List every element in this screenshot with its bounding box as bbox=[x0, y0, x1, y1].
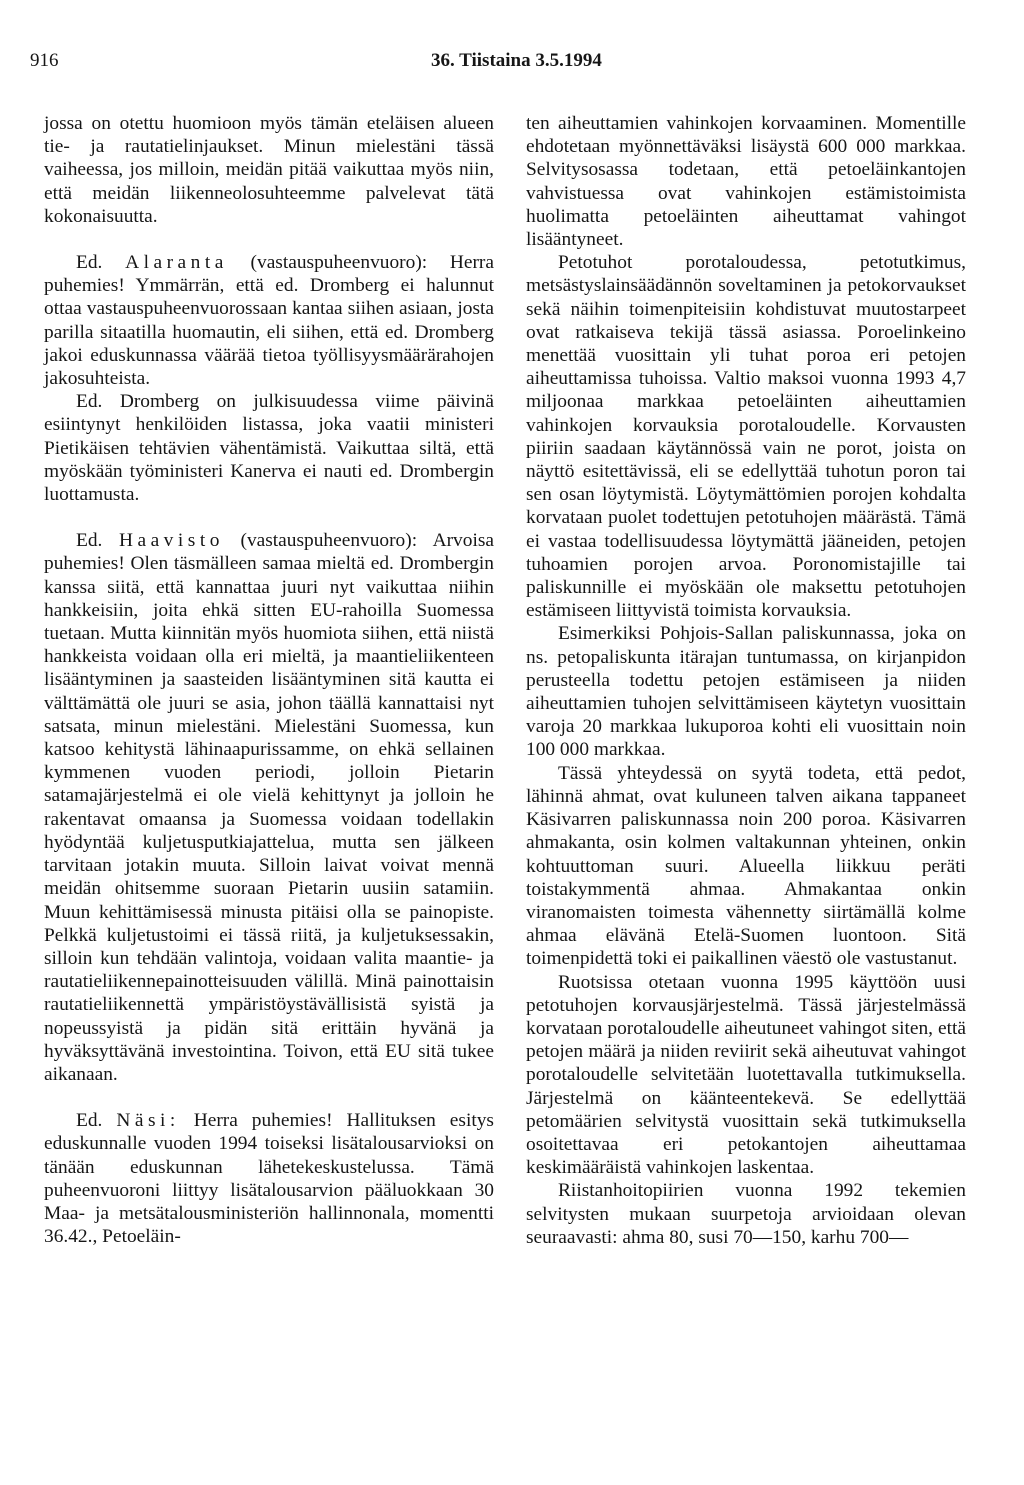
page-header bbox=[30, 50, 996, 80]
speaker-prefix: Ed. bbox=[76, 1110, 103, 1132]
speaker-name: Alaranta bbox=[125, 252, 228, 274]
paragraph: Ruotsissa otetaan vuonna 1995 käyttöön uusi petotuhojen korvausjärjestelmä. Tässä järjestelmässä korvataan porotaloudelle aiheutuneet vahingot siten, että petojen määrä ja niiden reviirit sekä aiheutuvat vahingot porotaloudelle selvitetään luotettavalla tutkimuksella. Järjestelmä on käänteentekevä. Se edellyttää petomäärien selvitystä vuosittain sekä tutkimuksella osoitettavaa eri petokantojen aiheuttamaa keskimääräistä vahinkojen laskentaa. bbox=[526, 971, 966, 1179]
paragraph: ten aiheuttamien vahinkojen korvaaminen. Momentille ehdotetaan myönnettäväksi lisäystä 600 000 markkaa. Selvitysosassa todetaan, että petoeläinkantojen vahvistuessa ovat vahinkojen estämistoimista huolimatta petoeläinten aiheuttamat vahingot lisääntyneet. bbox=[526, 113, 966, 251]
speech-text: Herra puhemies! Hallituksen esitys eduskunnalle vuoden 1994 toiseksi lisätalousarvioksi on tänään eduskunnan lähetekeskustelussa. Tämä puheenvuoroni liittyy lisätalousarvion pääluokkaan 30 Maa- ja metsätalousministeriön hallinnonala, momentti 36.42., Petoeläin- bbox=[44, 1110, 494, 1248]
paragraph: Esimerkiksi Pohjois-Sallan paliskunnassa, joka on ns. petopaliskunta itärajan tuntumassa, on kirjanpidon perusteella todettu petojen estämiseen ja niiden aiheuttamien tuhojen selvittämiseen käytetyn vuosittain varoja 20 markkaa lukuporoa kohti eli vuosittain noin 100 000 markkaa. bbox=[526, 623, 966, 761]
paragraph: Tässä yhteydessä on syytä todeta, että pedot, lähinnä ahmat, ovat kuluneen talven aikana tappaneet Käsivarren paliskunnassa noin 200 poroa. Käsivarren ahmakanta, osin kolmen valtakunnan yhteinen, onkin kohtuuttoman suuri. Alueella liikkuu peräti toistakymmentä ahmaa. Ahmakantaa onkin viranomaisten toimesta vähennetty siirtämällä kolme ahmaa elävänä Etelä-Suomen luontoon. Sitä toimenpidettä toki ei paikallinen väestö ole vastustanut. bbox=[526, 762, 966, 970]
speech-alaranta bbox=[44, 251, 494, 390]
paragraph: Ed. Dromberg on julkisuudessa viime päivinä esiintynyt henkilöiden listassa, joka vaatii ministeri Pietikäisen tehtävien vähentämistä. Vaikuttaa siltä, että myöskään työministeri Kanerva ei nauti ed. Drombergin luottamusta. bbox=[44, 391, 494, 506]
speech-text: (vastauspuheenvuoro): Arvoisa puhemies! Olen täsmälleen samaa mieltä ed. Drombergin kanssa siitä, että kannattaa juuri nyt vaikuttaa niihin hankkeisiin, joita ehkä sitten EU-rahoilla Suomessa tuetaan. Mutta kiinnitän myös huomiota siihen, että niistä hankkeista voidaan olla eri mieltä, ja maantieliikenteen lisääntyminen ja saasteiden lisääntyminen sitä kautta ei välttämättä ole juuri se asia, johon täällä kannattaisi nyt satsata, minun mielestäni. Mielestäni Suomessa, kun katsoo kehitystä lähinaapurissamme, on ehkä sellainen kymmenen vuoden periodi, jolloin Pietarin satamajärjestelmä ei ole vielä kehittynyt ja jolloin he rakentavat omaansa ja Suomessa voidaan todellakin hyödyntää kuljetusputkiajattelua, mutta sen jälkeen tarvitaan jotakin muuta. Silloin laivat voivat mennä meidän ohitsemme suoraan Pietarin uusiin satamiin. Muun kehittämisessä minusta pitäisi olla se painopiste. Pelkkä kuljetustoimi ei tässä riitä, ja kuljetuksessakin, silloin kun tehdään valintoja, voidaan valita maantie- ja rautatieliikennepainotteisuuden välillä. Minä painottaisin rautatieliikennettä ympäristöystävällisistä syistä ja nopeussyistä ja pidän sitä erittäin hyvänä ja hyväksyttävänä investointina. Toivon, että EU sitä tukee aikanaan. bbox=[44, 530, 494, 1085]
speech-haavisto bbox=[44, 529, 494, 1086]
left-column bbox=[44, 112, 494, 1248]
paragraph: Petotuhot porotaloudessa, petotutkimus, metsästyslainsäädännön soveltaminen ja petokorvaukset sekä näihin toimenpiteisiin kohdistuvat muutostarpeet ovat ratkaiseva tekijä tässä asiassa. Poroelinkeino menettää vuosittain yli tuhat poroa eri petojen aiheuttamissa tuhoissa. Valtio maksoi vuonna 1993 4,7 miljoonaa markkaa petoeläinten aiheuttamien vahinkojen korvauksia porotaloudelle. Korvausten piiriin saadaan käytännössä vain ne porot, joista on näyttö esitettävissä, eli se edellyttää tuhotun poron tai sen osan löytymistä. Löytymättömien porojen kohdalta korvataan puolet todettujen petotuhojen määrästä. Tämä ei vastaa todellisuudessa löytymättä jääneiden, petojen tuhoamien porojen arvoa. Poronomistajille tai paliskunnille ei myöskään ole maksettu petotuhojen estämiseen liittyvistä toimista korvauksia. bbox=[526, 252, 966, 622]
session-title: 36. Tiistaina 3.5.1994 bbox=[431, 50, 602, 71]
speaker-name: Näsi: bbox=[116, 1110, 180, 1132]
speaker-name: Haavisto bbox=[118, 530, 224, 552]
page-number: 916 bbox=[30, 50, 59, 71]
speaker-prefix: Ed. bbox=[76, 252, 103, 274]
speech-text: (vastauspuheenvuoro): Herra puhemies! Ymmärrän, että ed. Dromberg ei halunnut ottaa vastauspuheenvuorossaan kantaa siihen asiaan, josta parilla sitaatilla huomautin, eli siihen, että ed. Dromberg jakoi eduskunnassa väärää tietoa työllisyysmäärärahojen jakosuhteista. bbox=[44, 252, 494, 390]
paragraph: Riistanhoitopiirien vuonna 1992 tekemien selvitysten mukaan suurpetoja arvioidaan olevan seuraavasti: ahma 80, susi 70—150, karhu 700— bbox=[526, 1180, 966, 1248]
speaker-prefix: Ed. bbox=[76, 530, 103, 552]
right-column bbox=[526, 112, 966, 1249]
paragraph: jossa on otettu huomioon myös tämän eteläisen alueen tie- ja rautatielinjaukset. Minun mielestäni tässä vaiheessa, jos milloin, meidän pitää vaikuttaa myös niin, että meidän liikenneolosuhteemme palvelevat tätä kokonaisuutta. bbox=[44, 113, 494, 227]
speech-nasi bbox=[44, 1109, 494, 1248]
